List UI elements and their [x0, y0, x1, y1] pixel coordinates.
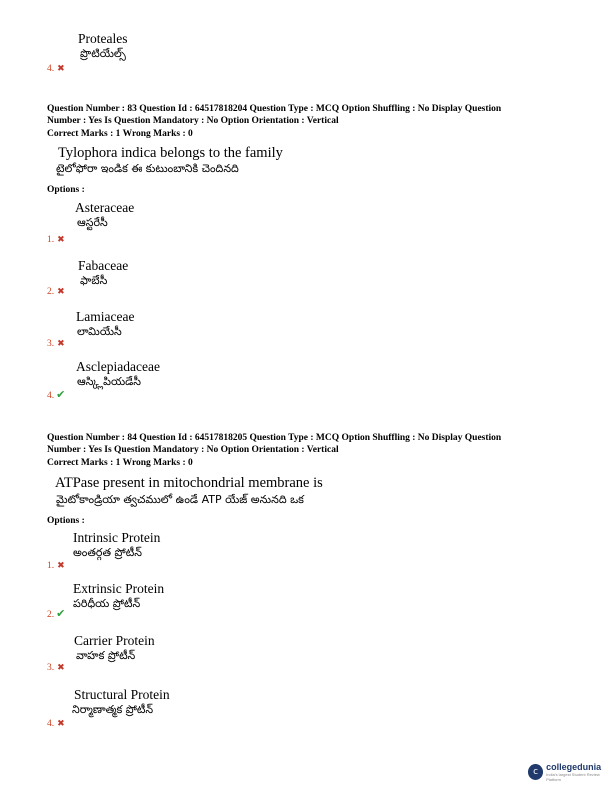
- q83-option-3-marker: [47, 333, 65, 351]
- q84-question-english: ATPase present in mitochondrial membrane is: [55, 475, 323, 491]
- prev-option-4-marker: [47, 58, 65, 76]
- q84-question-telugu: మైటోకాండ్రియా త్వచములో ఉండే ATP యేజ్ అనునది ఒక: [56, 493, 304, 506]
- q84-option-3-english: Carrier Protein: [74, 633, 155, 648]
- q84-option-1-english: Intrinsic Protein: [73, 530, 161, 545]
- q83-meta-line-2: Number : Yes Is Question Mandatory : No Option Orientation : Vertical: [47, 116, 339, 126]
- logo-name: collegedunia: [546, 762, 602, 772]
- q83-question-english: Tylophora indica belongs to the family: [58, 145, 283, 161]
- wrong-icon: ✖: [57, 235, 65, 245]
- q83-options-label: Options :: [47, 185, 85, 195]
- option-number: 2.: [47, 610, 55, 620]
- q83-option-4-telugu: ఆస్క్లిపియడేసీ: [77, 375, 141, 388]
- wrong-icon: ✖: [57, 663, 65, 673]
- q84-option-4-marker: [47, 713, 65, 731]
- wrong-icon: ✖: [57, 719, 65, 729]
- q84-options-label: Options :: [47, 516, 85, 526]
- q83-option-2-telugu: ఫాబేసీ: [80, 274, 108, 287]
- collegedunia-logo-icon: c: [528, 764, 543, 780]
- q84-option-4-telugu: నిర్మాణాత్మక ప్రోటీన్: [72, 703, 154, 716]
- logo-tagline: India's largest Student Review Platform: [546, 772, 600, 782]
- q83-option-4-english: Asclepiadaceae: [76, 359, 160, 374]
- q83-option-3-english: Lamiaceae: [76, 309, 135, 324]
- option-number: 2.: [47, 287, 55, 297]
- q84-option-4-english: Structural Protein: [74, 687, 170, 702]
- q83-marks: Correct Marks : 1 Wrong Marks : 0: [47, 129, 193, 139]
- correct-check-icon: ✔: [56, 388, 66, 401]
- option-number: 4.: [47, 391, 55, 401]
- q84-marks: Correct Marks : 1 Wrong Marks : 0: [47, 458, 193, 468]
- q84-option-3-marker: [47, 657, 65, 675]
- option-number: 4.: [47, 719, 55, 729]
- q84-option-1-telugu: అంతర్గత ప్రోటీన్: [73, 546, 142, 559]
- q84-option-1-marker: [47, 555, 65, 573]
- wrong-icon: ✖: [57, 339, 65, 349]
- q83-option-1-telugu: ఆస్టరేసీ: [77, 216, 108, 229]
- option-number: 4.: [47, 64, 55, 74]
- q84-option-2-marker: [47, 604, 65, 622]
- wrong-icon: ✖: [57, 287, 65, 297]
- q83-meta-line-1: Question Number : 83 Question Id : 64517818204 Question Type : MCQ Option Shuffling : No Display Question: [47, 104, 502, 114]
- q84-option-2-telugu: పరిధీయ ప్రోటీన్: [73, 597, 141, 610]
- q84-option-3-telugu: వాహక ప్రోటీన్: [76, 649, 136, 662]
- option-number: 1.: [47, 235, 55, 245]
- q84-meta-line-2: Number : Yes Is Question Mandatory : No Option Orientation : Vertical: [47, 445, 339, 455]
- wrong-icon: ✖: [57, 561, 65, 571]
- q83-option-2-marker: [47, 281, 65, 299]
- q83-option-2-english: Fabaceae: [78, 258, 129, 273]
- prev-option-4-english: Proteales: [78, 31, 128, 46]
- wrong-icon: ✖: [57, 64, 65, 74]
- prev-option-4-telugu: ప్రొటియేల్స్: [80, 47, 126, 60]
- option-number: 1.: [47, 561, 55, 571]
- q83-option-1-marker: [47, 229, 65, 247]
- q83-question-telugu: టైలోఫోరా ఇండిక ఈ కుటుంబానికి చెందినది: [56, 162, 239, 175]
- q83-option-4-marker: [47, 385, 65, 403]
- q83-option-3-telugu: లామియేసీ: [77, 325, 122, 338]
- q84-meta-line-1: Question Number : 84 Question Id : 64517818205 Question Type : MCQ Option Shuffling : No Display Question: [47, 433, 502, 443]
- correct-check-icon: ✔: [56, 607, 66, 620]
- q84-option-2-english: Extrinsic Protein: [73, 581, 165, 596]
- q83-option-1-english: Asteraceae: [75, 200, 135, 215]
- collegedunia-logo: [528, 762, 612, 782]
- option-number: 3.: [47, 663, 55, 673]
- option-number: 3.: [47, 339, 55, 349]
